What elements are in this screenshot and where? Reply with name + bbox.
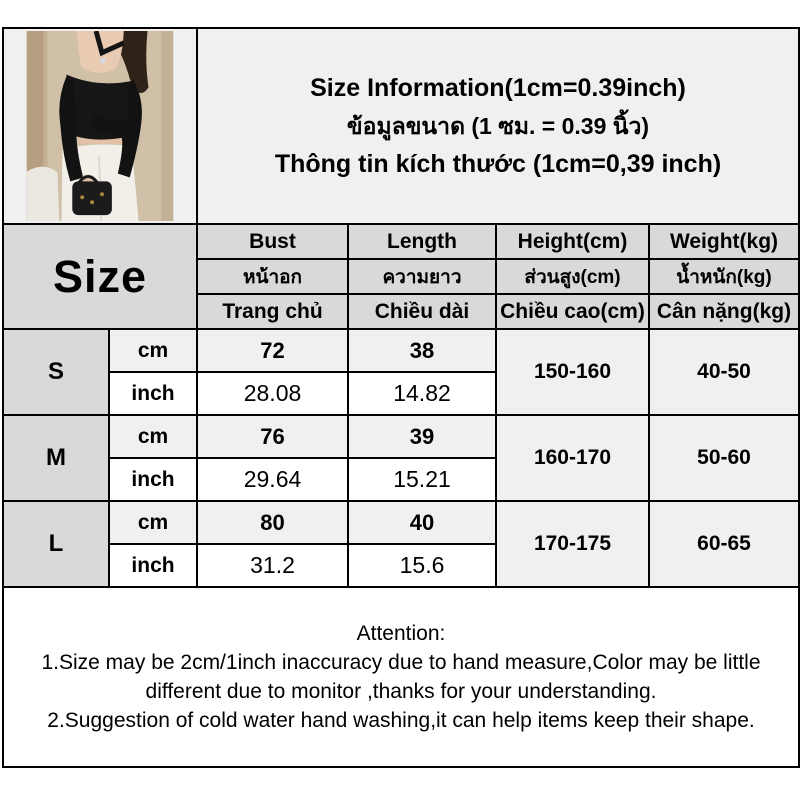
unit-inch-label: inch xyxy=(109,544,197,587)
size-s-label: S xyxy=(3,329,109,415)
header-length-vi: Chiều dài xyxy=(348,294,496,329)
m-weight-range: 50-60 xyxy=(649,415,799,501)
header-height-vi: Chiều cao(cm) xyxy=(496,294,649,329)
title-thai: ข้อมูลขนาด (1 ซม. = 0.39 นิ้ว) xyxy=(346,113,650,139)
l-height-range: 170-175 xyxy=(496,501,649,587)
l-bust-cm: 80 xyxy=(197,501,348,544)
size-m-label: M xyxy=(3,415,109,501)
m-length-inch: 15.21 xyxy=(348,458,496,501)
unit-inch-label: inch xyxy=(109,372,197,415)
product-photo-cell xyxy=(3,28,197,224)
unit-cm-label: cm xyxy=(109,329,197,372)
unit-inch-label: inch xyxy=(109,458,197,501)
header-height-th: ส่วนสูง(cm) xyxy=(496,259,649,294)
header-weight-en: Weight(kg) xyxy=(649,224,799,259)
header-length-th: ความยาว xyxy=(348,259,496,294)
header-weight-vi: Cân nặng(kg) xyxy=(649,294,799,329)
header-length-en: Length xyxy=(348,224,496,259)
product-photo xyxy=(26,31,174,221)
title-vietnamese: Thông tin kích thước (1cm=0,39 inch) xyxy=(274,150,722,178)
attention-notes xyxy=(3,587,799,767)
header-bust-vi: Trang chủ xyxy=(197,294,348,329)
title-english: Size Information(1cm=0.39inch) xyxy=(310,74,686,102)
s-height-range: 150-160 xyxy=(496,329,649,415)
l-length-inch: 15.6 xyxy=(348,544,496,587)
size-table xyxy=(2,27,800,768)
m-bust-cm: 76 xyxy=(197,415,348,458)
header-weight-th: น้ำหนัก(kg) xyxy=(649,259,799,294)
header-bust-th: หน้าอก xyxy=(197,259,348,294)
l-bust-inch: 31.2 xyxy=(197,544,348,587)
m-height-range: 160-170 xyxy=(496,415,649,501)
m-bust-inch: 29.64 xyxy=(197,458,348,501)
unit-cm-label: cm xyxy=(109,415,197,458)
size-column-header: Size xyxy=(3,224,197,329)
attention-heading: Attention: xyxy=(356,622,446,645)
l-length-cm: 40 xyxy=(348,501,496,544)
m-length-cm: 39 xyxy=(348,415,496,458)
s-length-cm: 38 xyxy=(348,329,496,372)
l-weight-range: 60-65 xyxy=(649,501,799,587)
attention-note-2: 2.Suggestion of cold water hand washing,it can help items keep their shape. xyxy=(47,709,755,732)
s-bust-cm: 72 xyxy=(197,329,348,372)
unit-cm-label: cm xyxy=(109,501,197,544)
attention-note-1: 1.Size may be 2cm/1inch inaccuracy due to hand measure,Color may be little different due to monitor ,thanks for your understanding. xyxy=(41,651,761,703)
header-height-en: Height(cm) xyxy=(496,224,649,259)
size-info-sheet xyxy=(2,27,800,768)
title-cell xyxy=(197,28,799,224)
s-weight-range: 40-50 xyxy=(649,329,799,415)
size-l-label: L xyxy=(3,501,109,587)
s-length-inch: 14.82 xyxy=(348,372,496,415)
s-bust-inch: 28.08 xyxy=(197,372,348,415)
header-bust-en: Bust xyxy=(197,224,348,259)
